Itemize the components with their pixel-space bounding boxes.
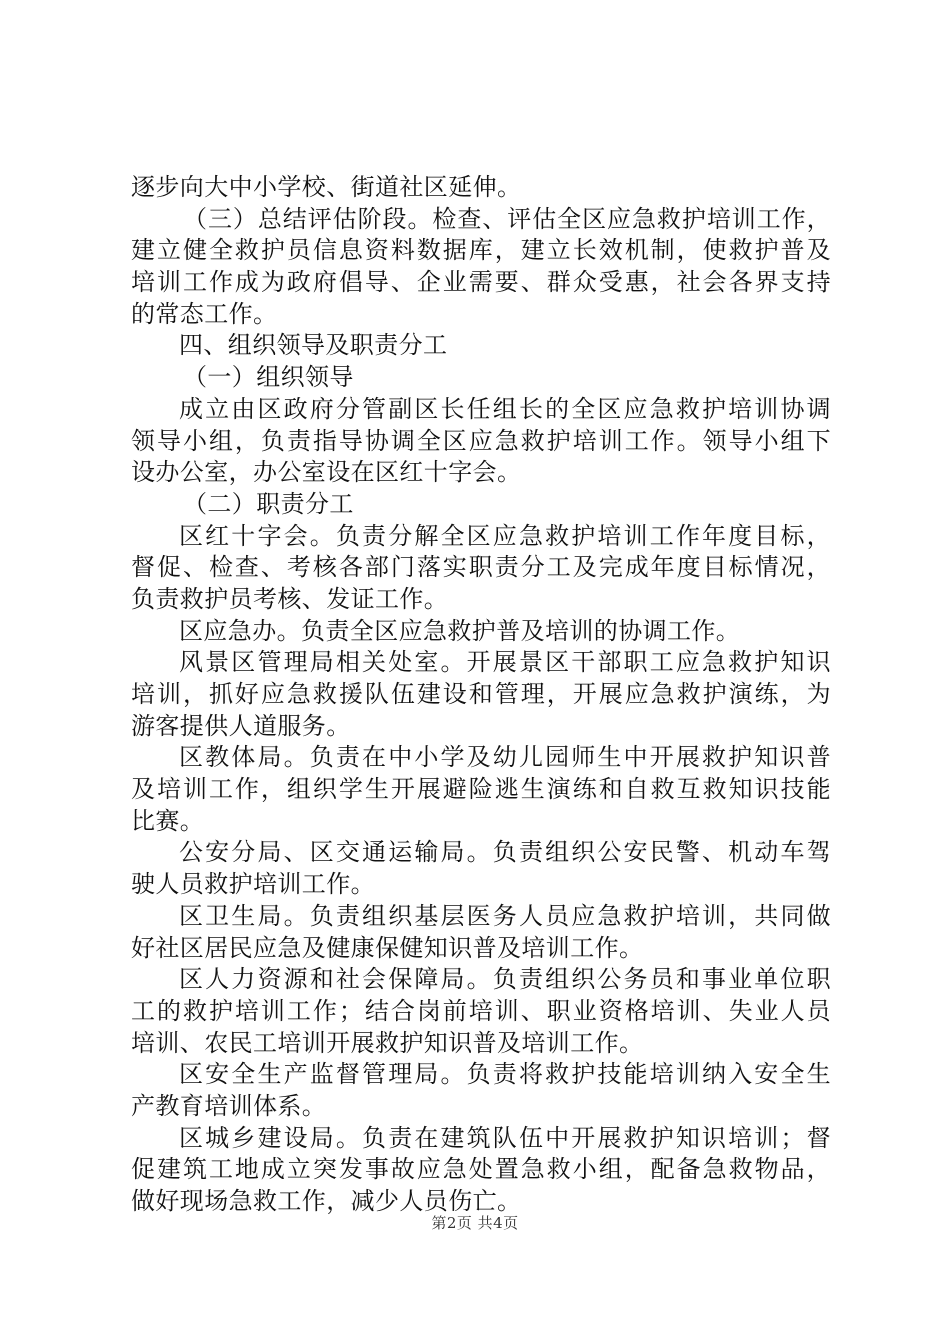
text-line: 区城乡建设局。负责在建筑队伍中开展救护知识培训；督 — [179, 1123, 831, 1152]
section-heading: 四、组织领导及职责分工 — [179, 331, 448, 360]
text-line: 设办公室，办公室设在区红十字会。 — [131, 458, 522, 487]
text-line: 的常态工作。 — [131, 299, 278, 328]
text-line: 逐步向大中小学校、街道社区延伸。 — [131, 173, 522, 201]
text-line: 负责救护员考核、发证工作。 — [131, 584, 449, 613]
text-line: 驶人员救护培训工作。 — [131, 870, 375, 899]
text-line: 区应急办。负责全区应急救护普及培训的协调工作。 — [179, 616, 741, 645]
text-line: 公安分局、区交通运输局。负责组织公安民警、机动车驾 — [179, 838, 831, 867]
text-line: 游客提供人道服务。 — [131, 711, 351, 740]
text-line: 区教体局。负责在中小学及幼儿园师生中开展救护知识普 — [179, 743, 831, 772]
text-line: 风景区管理局相关处室。开展景区干部职工应急救护知识 — [179, 648, 831, 677]
page-number-label: 第2页 共4页 — [431, 1214, 519, 1232]
text-line: 培训，抓好应急救援队伍建设和管理，开展应急救护演练，为 — [131, 680, 831, 708]
text-line: 产教育培训体系。 — [131, 1091, 327, 1120]
subsection-heading: （一）组织领导 — [183, 363, 354, 392]
page-footer — [0, 1212, 950, 1233]
text-line: 督促、检查、考核各部门落实职责分工及完成年度目标情况， — [131, 553, 831, 582]
text-line: 培训、农民工培训开展救护知识普及培训工作。 — [131, 1028, 644, 1057]
text-line: 促建筑工地成立突发事故应急处置急救小组，配备急救物品， — [131, 1155, 831, 1184]
text-line: 及培训工作，组织学生开展避险逃生演练和自救互救知识技能 — [131, 775, 831, 804]
subsection-heading: （二）职责分工 — [183, 489, 354, 518]
text-line: 区安全生产监督管理局。负责将救护技能培训纳入安全生 — [179, 1060, 831, 1089]
text-line: 建立健全救护员信息资料数据库，建立长效机制，使救护普及 — [131, 236, 831, 265]
text-line: 成立由区政府分管副区长任组长的全区应急救护培训协调 — [179, 394, 831, 423]
text-line: 好社区居民应急及健康保健知识普及培训工作。 — [131, 933, 644, 962]
text-line: 做好现场急救工作，减少人员伤亡。 — [131, 1187, 522, 1215]
text-line: 区红十字会。负责分解全区应急救护培训工作年度目标， — [179, 521, 831, 550]
text-line: 区卫生局。负责组织基层医务人员应急救护培训，共同做 — [179, 901, 831, 930]
text-line: 比赛。 — [131, 806, 205, 835]
text-line: 工的救护培训工作；结合岗前培训、职业资格培训、失业人员 — [131, 996, 831, 1025]
document-body — [131, 172, 831, 1218]
text-line: 培训工作成为政府倡导、企业需要、群众受惠，社会各界支持 — [131, 268, 831, 297]
text-line: 区人力资源和社会保障局。负责组织公务员和事业单位职 — [179, 965, 831, 994]
text-line: （三）总结评估阶段。检查、评估全区应急救护培训工作， — [183, 204, 831, 233]
text-line: 领导小组，负责指导协调全区应急救护培训工作。领导小组下 — [131, 426, 831, 455]
